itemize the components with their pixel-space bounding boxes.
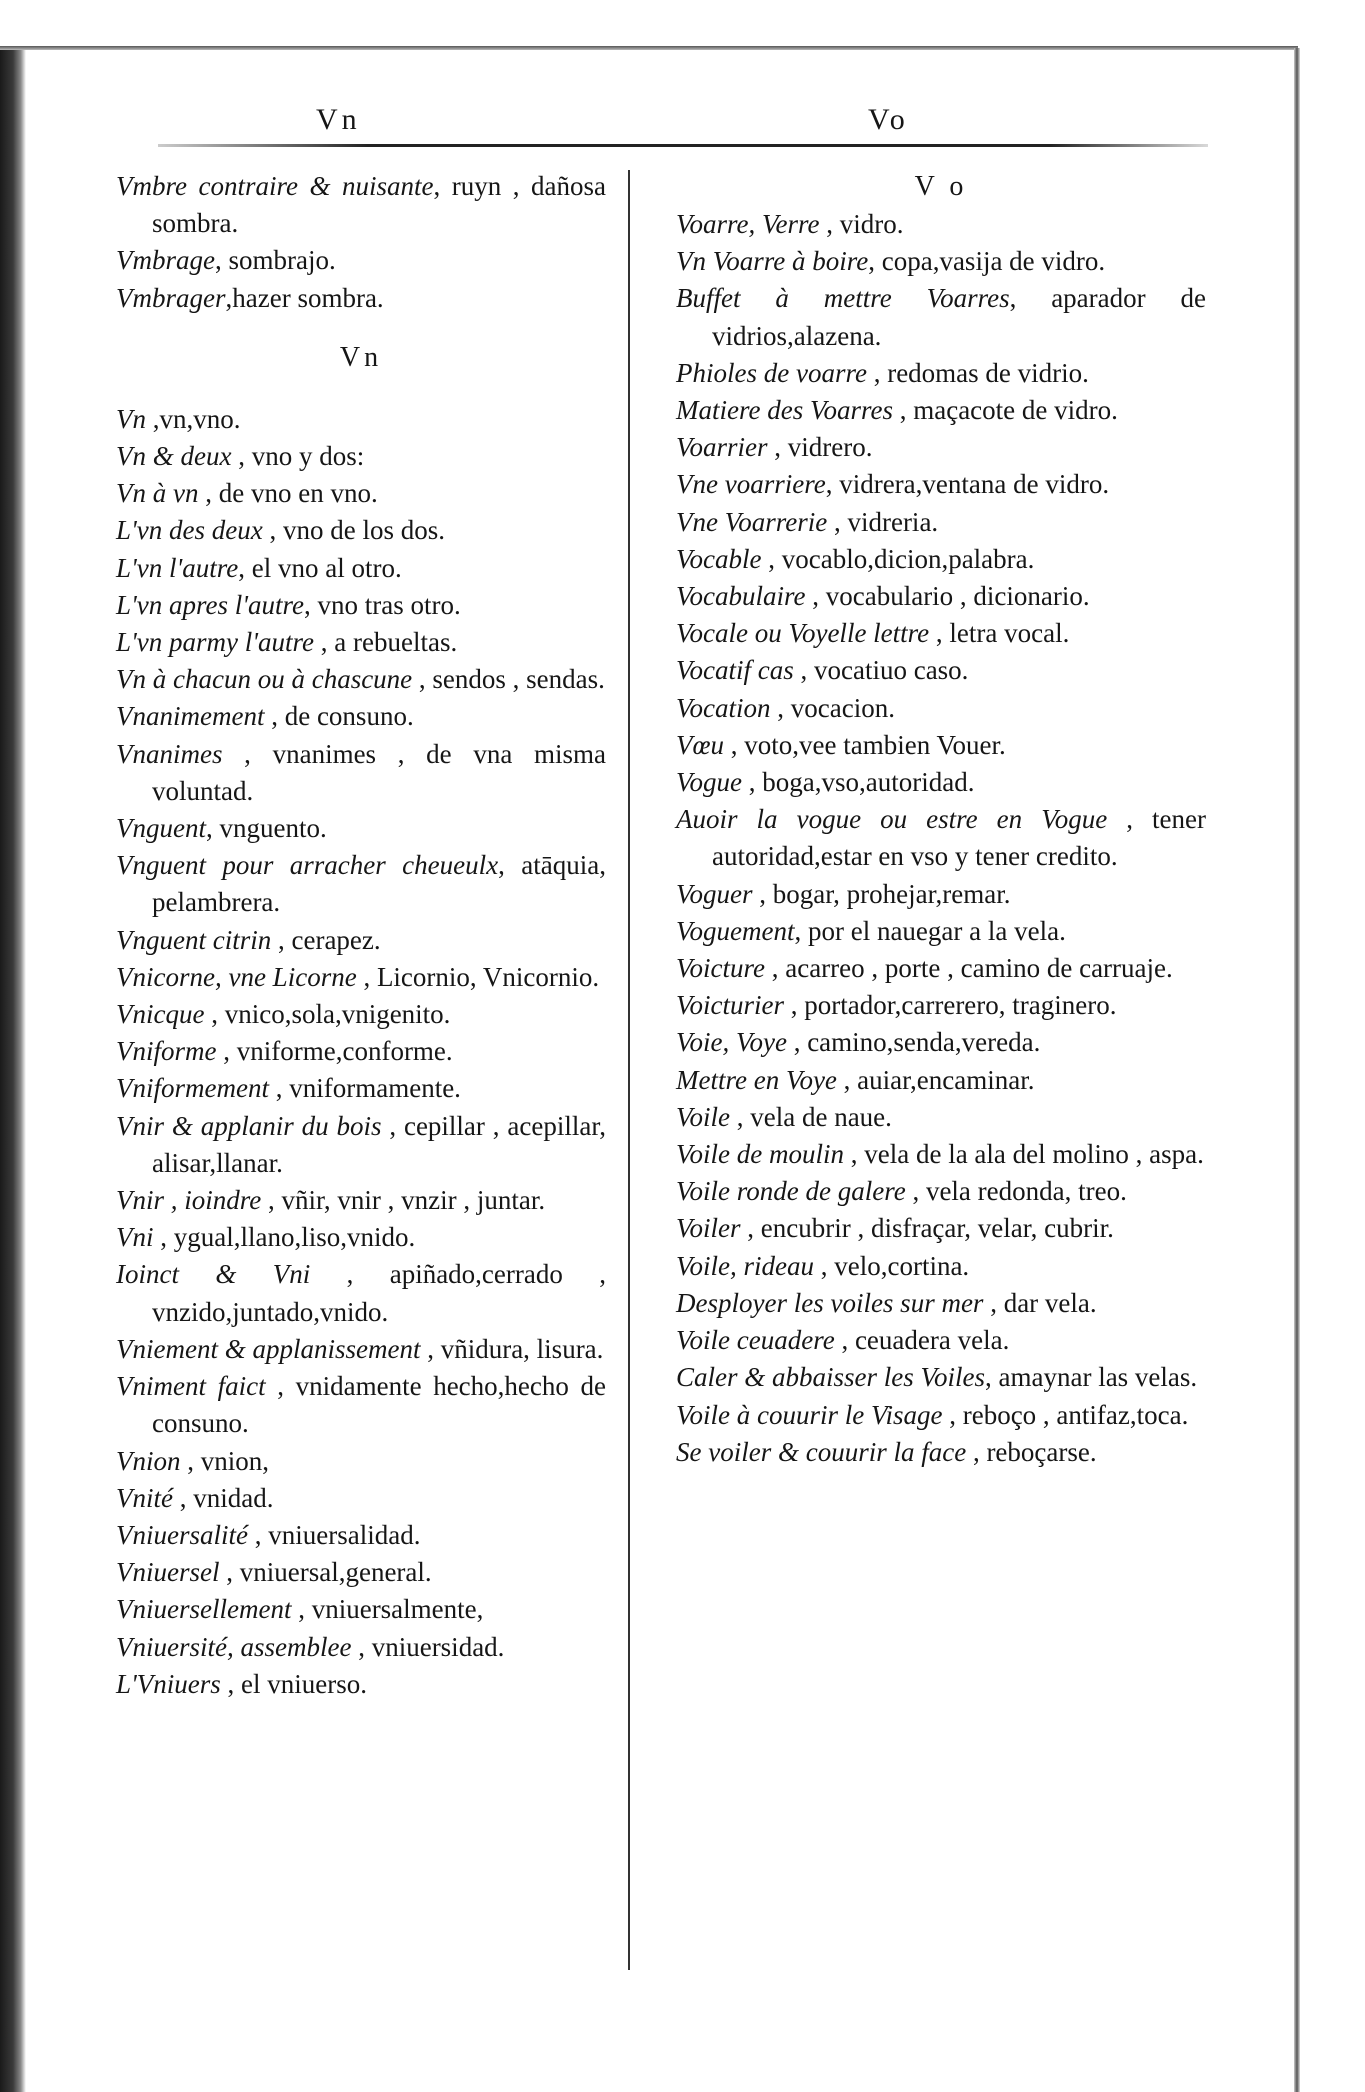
entry-gloss: , copa,vasija de vidro. xyxy=(868,246,1106,277)
entry-gloss: , atāquia, pelambrera. xyxy=(152,850,606,918)
entry-headword: Vnanimement xyxy=(116,701,265,732)
entry-gloss: , vno tras otro. xyxy=(304,589,461,620)
dictionary-entry xyxy=(676,1210,1206,1247)
dictionary-entry xyxy=(116,1033,606,1070)
dictionary-entry xyxy=(116,922,606,959)
entry-gloss: , vñidura, lisura. xyxy=(420,1333,604,1364)
entry-headword: Vmbre contraire & nuisante xyxy=(116,171,434,201)
entry-headword: Vn à vn xyxy=(116,478,199,509)
entry-headword: Voiler xyxy=(676,1213,741,1244)
entry-headword: Vnguent pour arracher cheueulx xyxy=(116,850,499,881)
entry-headword: Desployer les voiles sur mer xyxy=(676,1287,984,1318)
entry-headword: Auoir la vogue ou estre en Vogue xyxy=(676,804,1108,835)
entry-headword: Vniuersel xyxy=(116,1557,220,1588)
dictionary-entry xyxy=(116,512,606,549)
entry-gloss: , vidreria. xyxy=(827,506,939,537)
dictionary-entry xyxy=(676,392,1206,429)
entry-gloss: , vocablo,dicion,palabra. xyxy=(761,543,1035,574)
dictionary-entry xyxy=(116,1629,606,1666)
entry-gloss: ,hazer sombra. xyxy=(225,282,384,313)
dictionary-entry xyxy=(116,280,606,317)
entry-gloss: , encubrir , disfraçar, velar, cubrir. xyxy=(740,1213,1114,1244)
entry-headword: L'vn des deux xyxy=(116,515,263,546)
entry-gloss: , vniuersalidad. xyxy=(247,1519,421,1550)
entry-gloss: , Licornio, Vnicornio. xyxy=(356,961,600,992)
entry-headword: L'vn l'autre xyxy=(116,552,239,583)
running-head-left: Vn xyxy=(316,103,361,136)
entry-headword: Vniforme xyxy=(116,1036,217,1067)
entry-headword: Vnguent xyxy=(116,813,206,844)
dictionary-entry xyxy=(116,1070,606,1107)
entry-headword: L'vn apres l'autre xyxy=(116,589,305,620)
entry-gloss: , vidro. xyxy=(819,209,904,239)
entry-gloss: , cerapez. xyxy=(271,924,381,955)
left-top-entries xyxy=(116,168,606,317)
entry-gloss: , vniuersal,general. xyxy=(219,1557,432,1588)
entry-gloss: ,vn,vno. xyxy=(146,403,241,434)
dictionary-entry xyxy=(676,1024,1206,1061)
dictionary-entry xyxy=(116,847,606,921)
entry-headword: Vmbrager xyxy=(116,282,226,313)
right-entries xyxy=(676,206,1206,1471)
entry-headword: Vn à chacun ou à chascune xyxy=(116,664,413,695)
column-divider xyxy=(628,170,630,1970)
dictionary-entry xyxy=(676,541,1206,578)
dictionary-entry xyxy=(116,242,606,279)
entry-gloss: , portador,carrerero, traginero. xyxy=(784,990,1117,1021)
dictionary-entry xyxy=(676,1285,1206,1322)
dictionary-entry xyxy=(116,1443,606,1480)
entry-headword: Vne voarriere xyxy=(676,469,826,500)
dictionary-entry xyxy=(116,996,606,1033)
entry-gloss: , vniformamente. xyxy=(268,1073,461,1104)
dictionary-entry xyxy=(116,1591,606,1628)
dictionary-entry xyxy=(116,1368,606,1442)
dictionary-entry xyxy=(676,690,1206,727)
entry-headword: Vniuersalité xyxy=(116,1519,248,1550)
entry-gloss: , vocabulario , dicionario. xyxy=(805,581,1090,612)
entry-gloss: , acarreo , porte , camino de carruaje. xyxy=(764,953,1173,984)
entry-headword: Voarrier xyxy=(676,432,768,463)
entry-headword: Voicturier xyxy=(676,990,784,1021)
dictionary-entry xyxy=(676,504,1206,541)
dictionary-entry xyxy=(116,698,606,735)
entry-gloss: , vnidamente hecho,hecho de consuno. xyxy=(152,1371,606,1439)
dictionary-entry xyxy=(676,466,1206,503)
entry-headword: Vocation xyxy=(676,692,771,723)
entry-headword: Voile xyxy=(676,1101,730,1132)
entry-headword: Voarre, Verre xyxy=(676,209,820,239)
entry-gloss: , bogar, prohejar,remar. xyxy=(752,878,1011,909)
entry-headword: Caler & abbaisser les Voiles xyxy=(676,1362,985,1393)
entry-gloss: , vidrero. xyxy=(767,432,873,463)
entry-gloss: , vnidad. xyxy=(172,1482,274,1513)
entry-headword: Vogue xyxy=(676,767,742,798)
entry-gloss: , de vno en vno. xyxy=(198,478,378,509)
entry-headword: Voile ronde de galere xyxy=(676,1176,906,1207)
entry-gloss: , vela de la ala del molino , aspa. xyxy=(843,1139,1204,1170)
dictionary-entry xyxy=(116,1517,606,1554)
entry-headword: Vnion xyxy=(116,1445,181,1476)
page-right-edge xyxy=(1294,48,1300,2092)
entry-gloss: , boga,vso,autoridad. xyxy=(741,767,975,798)
entry-gloss: , vniuersidad. xyxy=(351,1631,505,1662)
dictionary-entry xyxy=(116,959,606,996)
entry-gloss: , ygual,llano,liso,vnido. xyxy=(153,1222,416,1253)
entry-headword: Voile à couurir le Visage xyxy=(676,1399,943,1430)
running-head-right: Vo xyxy=(868,103,909,136)
dictionary-entry xyxy=(676,727,1206,764)
entry-gloss: , vidrera,ventana de vidro. xyxy=(825,469,1110,500)
entry-gloss: , vno de los dos. xyxy=(262,515,445,546)
entry-gloss: , vñir, vnir , vnzir , juntar. xyxy=(261,1185,546,1216)
entry-headword: Vnguent citrin xyxy=(116,924,272,955)
entry-headword: Vnité xyxy=(116,1482,173,1513)
dictionary-entry xyxy=(676,615,1206,652)
entry-gloss: , vela redonda, treo. xyxy=(905,1176,1127,1207)
dictionary-entry xyxy=(676,280,1206,354)
entry-headword: Vniuersité, assemblee xyxy=(116,1631,352,1662)
entry-headword: Vnir , ioindre xyxy=(116,1185,262,1216)
entry-gloss: , amaynar las velas. xyxy=(985,1362,1198,1393)
dictionary-entry xyxy=(116,1219,606,1256)
dictionary-entry xyxy=(116,810,606,847)
entry-headword: Vn xyxy=(116,403,146,434)
entry-gloss: , aparador de vidrios,alazena. xyxy=(712,283,1206,351)
entry-gloss: , sombrajo. xyxy=(214,245,336,276)
dictionary-entry xyxy=(116,661,606,698)
header-rule xyxy=(158,144,1208,147)
dictionary-entry xyxy=(676,1136,1206,1173)
entry-gloss: , vniforme,conforme. xyxy=(216,1036,453,1067)
entry-gloss: , el vno al otro. xyxy=(238,552,402,583)
entry-gloss: , por el nauegar a la vela. xyxy=(794,915,1066,946)
entry-headword: Matiere des Voarres xyxy=(676,395,893,426)
entry-headword: Voie, Voye xyxy=(676,1027,787,1058)
dictionary-entry xyxy=(676,1397,1206,1434)
dictionary-entry xyxy=(116,1256,606,1330)
entry-headword: Vocable xyxy=(676,543,762,574)
entry-gloss: , cepillar , acepillar, alisar,llanar. xyxy=(152,1110,606,1178)
entry-gloss: , letra vocal. xyxy=(929,618,1070,649)
dictionary-entry xyxy=(116,1480,606,1517)
entry-headword: Mettre en Voye xyxy=(676,1064,837,1095)
dictionary-entry xyxy=(116,1331,606,1368)
dictionary-entry xyxy=(676,1062,1206,1099)
entry-headword: Voile, rideau xyxy=(676,1250,814,1281)
dictionary-entry xyxy=(116,438,606,475)
dictionary-page xyxy=(26,50,1294,2092)
entry-headword: Vnicque xyxy=(116,999,205,1030)
dictionary-entry xyxy=(676,1359,1206,1396)
entry-gloss: , ruyn , dañosa sombra. xyxy=(152,171,606,239)
entry-headword: L'Vniuers xyxy=(116,1668,221,1699)
section-head-vn: Vn xyxy=(339,341,383,373)
entry-headword: Vocatif cas xyxy=(676,655,794,686)
dictionary-entry xyxy=(676,913,1206,950)
dictionary-entry xyxy=(676,243,1206,280)
entry-headword: Vocabulaire xyxy=(676,581,806,612)
entry-gloss: , tener autoridad,estar en vso y tener credito. xyxy=(712,804,1207,872)
dictionary-entry xyxy=(676,987,1206,1024)
entry-headword: Voile de moulin xyxy=(676,1139,844,1170)
dictionary-entry xyxy=(116,401,606,438)
dictionary-entry xyxy=(116,550,606,587)
left-entries xyxy=(116,401,606,1703)
entry-gloss: , reboço , antifaz,toca. xyxy=(942,1399,1189,1430)
dictionary-entry xyxy=(116,1554,606,1591)
entry-headword: Vocale ou Voyelle lettre xyxy=(676,618,930,649)
entry-gloss: , reboçarse. xyxy=(966,1436,1097,1467)
entry-gloss: , velo,cortina. xyxy=(813,1250,970,1281)
dictionary-entry xyxy=(676,355,1206,392)
dictionary-entry xyxy=(676,578,1206,615)
entry-headword: Vniement & applanissement xyxy=(116,1333,421,1364)
entry-gloss: , a rebueltas. xyxy=(314,627,458,658)
entry-gloss: , vnanimes , de vna misma voluntad. xyxy=(152,738,606,806)
dictionary-entry xyxy=(676,764,1206,801)
entry-headword: Voile ceuadere xyxy=(676,1325,835,1356)
dictionary-entry xyxy=(116,168,606,242)
entry-gloss: , vocatiuo caso. xyxy=(793,655,969,686)
entry-gloss: , sendos , sendas. xyxy=(412,664,605,695)
dictionary-entry xyxy=(676,950,1206,987)
dictionary-entry xyxy=(116,1182,606,1219)
entry-headword: Vniuersellement xyxy=(116,1594,292,1625)
entry-gloss: , vnguento. xyxy=(205,813,327,844)
dictionary-entry xyxy=(676,1099,1206,1136)
entry-headword: Voicture xyxy=(676,953,765,984)
entry-headword: L'vn parmy l'autre xyxy=(116,627,315,658)
dictionary-entry xyxy=(116,587,606,624)
entry-headword: Vnicorne, vne Licorne xyxy=(116,961,357,992)
section-head-vo: V o xyxy=(914,171,968,202)
entry-headword: Vnanimes xyxy=(116,738,223,769)
entry-headword: Vmbrage xyxy=(116,245,215,276)
dictionary-entry xyxy=(116,736,606,810)
dictionary-entry xyxy=(676,1322,1206,1359)
entry-gloss: , vniuersalmente, xyxy=(291,1594,484,1625)
book-spine-shadow xyxy=(0,50,26,2092)
entry-gloss: , dar vela. xyxy=(983,1287,1097,1318)
dictionary-entry xyxy=(676,206,1206,243)
entry-gloss: , apiñado,cerrado , vnzido,juntado,vnido. xyxy=(152,1259,606,1327)
left-column xyxy=(116,168,606,1703)
entry-gloss: , de consuno. xyxy=(264,701,414,732)
entry-gloss: , vno y dos: xyxy=(231,441,365,472)
dictionary-entry xyxy=(676,1173,1206,1210)
entry-headword: Vne Voarrerie xyxy=(676,506,828,537)
dictionary-entry xyxy=(676,1248,1206,1285)
entry-headword: Voguer xyxy=(676,878,753,909)
dictionary-entry xyxy=(116,624,606,661)
entry-gloss: , auiar,encaminar. xyxy=(836,1064,1035,1095)
dictionary-entry xyxy=(676,652,1206,689)
dictionary-entry xyxy=(676,1434,1206,1471)
dictionary-entry xyxy=(116,1108,606,1182)
entry-headword: Vni xyxy=(116,1222,154,1253)
entry-headword: Voguement xyxy=(676,915,795,946)
entry-gloss: , vela de naue. xyxy=(730,1101,892,1132)
entry-gloss: , vocacion. xyxy=(770,692,895,723)
entry-gloss: , ceuadera vela. xyxy=(834,1325,1010,1356)
entry-gloss: , vnico,sola,vnigenito. xyxy=(204,999,451,1030)
entry-headword: Phioles de voarre xyxy=(676,357,867,388)
entry-headword: Vn Voarre à boire xyxy=(676,246,869,277)
dictionary-entry xyxy=(676,876,1206,913)
entry-headword: Vœu xyxy=(676,729,725,760)
entry-headword: Vnir & applanir du bois xyxy=(116,1110,382,1141)
right-column xyxy=(676,168,1206,1471)
dictionary-entry xyxy=(676,801,1206,875)
entry-gloss: , voto,vee tambien Vouer. xyxy=(724,729,1006,760)
entry-gloss: , camino,senda,vereda. xyxy=(786,1027,1041,1058)
entry-headword: Buffet à mettre Voarres xyxy=(676,283,1010,314)
entry-gloss: , maçacote de vidro. xyxy=(892,395,1118,426)
entry-gloss: , vnion, xyxy=(180,1445,270,1476)
dictionary-entry xyxy=(116,475,606,512)
entry-headword: Vniment faict xyxy=(116,1371,266,1402)
entry-gloss: , el vniuerso. xyxy=(220,1668,368,1699)
entry-gloss: , redomas de vidrio. xyxy=(866,357,1089,388)
entry-headword: Vniformement xyxy=(116,1073,269,1104)
entry-headword: Vn & deux xyxy=(116,441,232,472)
entry-headword: Ioinct & Vni xyxy=(116,1259,311,1290)
entry-headword: Se voiler & couurir la face xyxy=(676,1436,967,1467)
dictionary-entry xyxy=(676,429,1206,466)
dictionary-entry xyxy=(116,1666,606,1703)
